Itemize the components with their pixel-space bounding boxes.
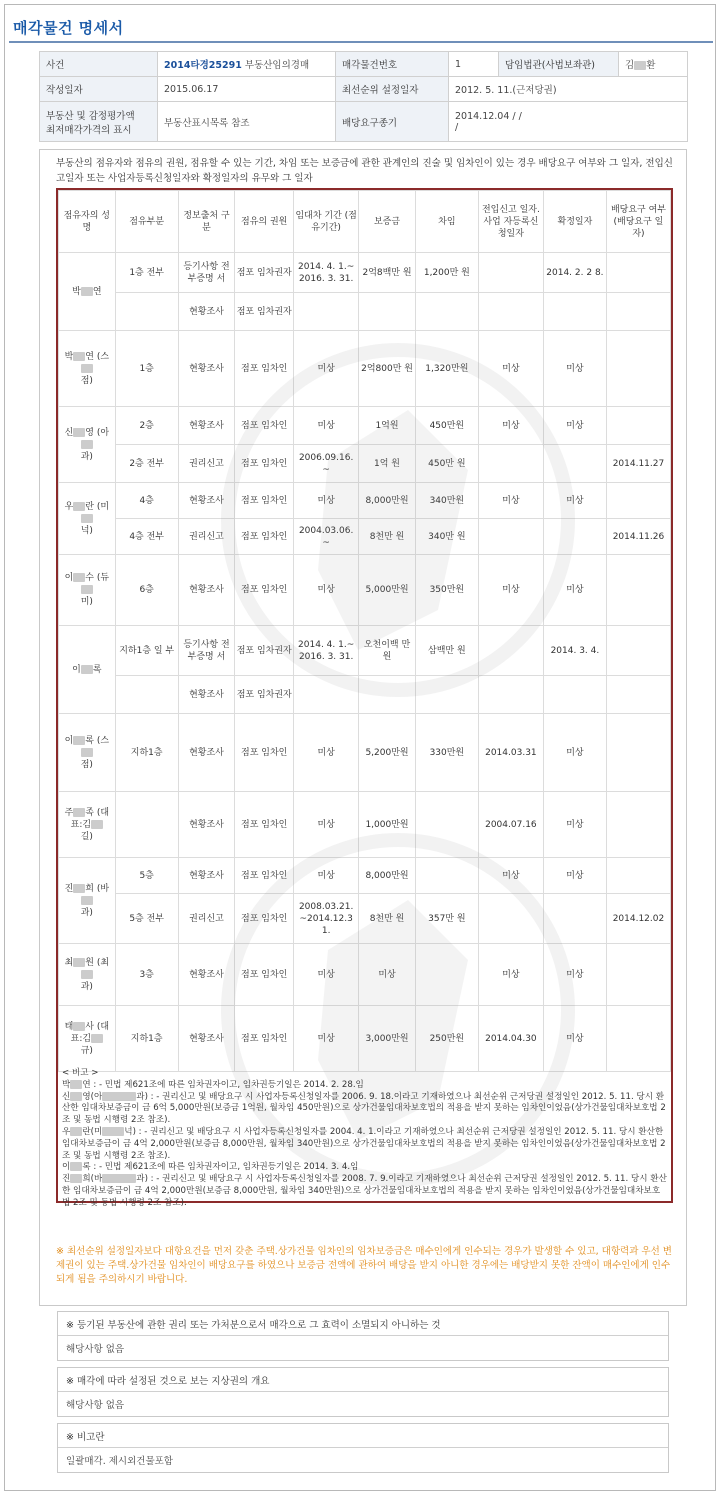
table-row <box>59 714 671 792</box>
cell-part: 4층 전부 <box>115 519 178 555</box>
cell-right: 점포 임차권자 <box>235 676 294 714</box>
table-row <box>59 445 671 483</box>
remark-4: 이 록 : - 민법 제621조에 따른 임차권자이고, 임차권등기일은 2014. 3. 4.임 <box>62 1162 359 1173</box>
box-unextinguished-rights <box>57 1311 669 1361</box>
column-header: 전입신고 일자.사업 자등록신 청일자 <box>478 191 543 253</box>
page-title: 매각물건 명세서 <box>13 19 124 37</box>
remark-1: 박 연 : - 민법 제621조에 따른 임차권자이고, 임차권등기일은 2014. 2. 28.임 <box>62 1079 364 1090</box>
cell-move-in <box>478 894 543 944</box>
cell-part: 지하1층 <box>115 714 178 792</box>
cell-part: 5층 전부 <box>115 894 178 944</box>
cell-rent <box>415 792 478 858</box>
column-header: 차임 <box>415 191 478 253</box>
table-row <box>59 944 671 1006</box>
cell-period: 2014. 4. 1.~ 2016. 3. 31. <box>294 253 359 293</box>
column-header: 점유자의 성명 <box>59 191 116 253</box>
cell-rent: 450만원 <box>415 407 478 445</box>
cell-deposit <box>359 293 416 331</box>
cell-period: 미상 <box>294 555 359 626</box>
cell-fixed: 2014. 2. 2 8. <box>543 253 606 293</box>
table-row <box>59 555 671 626</box>
occupancy-table <box>58 190 671 1072</box>
cell-src: 현황조사 <box>178 676 235 714</box>
cell-part: 2층 전부 <box>115 445 178 483</box>
cell-right: 점포 임차인 <box>235 519 294 555</box>
column-header: 정보출처 구분 <box>178 191 235 253</box>
box-surface-rights <box>57 1367 669 1417</box>
cell-fixed: 미상 <box>543 792 606 858</box>
info-table <box>39 51 688 142</box>
cell-rent <box>415 676 478 714</box>
cell-src: 현황조사 <box>178 714 235 792</box>
case-number: 2014타경25291 <box>164 60 242 71</box>
box-remarks <box>57 1423 669 1473</box>
remark-3: 우 란(미 넉) : - 권리신고 및 배당요구 시 사업자등록신청일자를 2004. 4. 1.이라고 기재하였으나 최선순위 근저당권 설정일인 2012. 5. 11. 당시 환산한 임대차보증금이 금 4억 2,000만원(보증금 8,000만원, 월차임 340만원)으로 상가건물임대차보호법의 적용을 받지 못하는 임차인이었음(상가건물임대차보호법 2조 및 동법 시행령 2조 참조). <box>62 1126 666 1161</box>
cell-move-in <box>478 445 543 483</box>
cell-move-in: 2014.03.31 <box>478 714 543 792</box>
cell-part: 1층 전부 <box>115 253 178 293</box>
cell-src: 현황조사 <box>178 293 235 331</box>
occupant-name: 최 원 (최 과) <box>59 944 116 1006</box>
cell-part: 지하1층 일 부 <box>115 626 178 676</box>
cell-right: 점포 임차권자 <box>235 626 294 676</box>
cell-rent: 250만원 <box>415 1006 478 1072</box>
occupancy-table-box <box>56 188 673 1208</box>
cell-fixed: 미상 <box>543 858 606 894</box>
cell-move-in: 미상 <box>478 331 543 407</box>
cell-move-in: 미상 <box>478 858 543 894</box>
cell-part: 1층 <box>115 331 178 407</box>
intro-text: 부동산의 점유자와 점유의 권원, 점유할 수 있는 기간, 차임 또는 보증금에 관한 관계인의 진술 및 임차인이 있는 경우 배당요구 여부와 그 일자, 전입신고일자 또는 사업자등록신청일자와 확정일자의 유무와 그 일자 <box>56 158 673 184</box>
cell-src: 현황조사 <box>178 944 235 1006</box>
cell-dividend <box>606 714 670 792</box>
priority-value: 2012. 5. 11.(근저당권) <box>449 77 688 102</box>
table-row <box>59 676 671 714</box>
cell-part: 4층 <box>115 483 178 519</box>
cell-fixed <box>543 519 606 555</box>
cell-fixed: 2014. 3. 4. <box>543 626 606 676</box>
cell-move-in <box>478 253 543 293</box>
document-frame <box>4 4 716 1491</box>
redaction <box>81 440 93 449</box>
cell-rent: 340만원 <box>415 483 478 519</box>
cell-period: 미상 <box>294 714 359 792</box>
cell-move-in: 미상 <box>478 483 543 519</box>
cell-deposit: 5,000만원 <box>359 555 416 626</box>
cell-period: 미상 <box>294 331 359 407</box>
cell-dividend: 2014.12.02 <box>606 894 670 944</box>
cell-period: 미상 <box>294 858 359 894</box>
cell-src: 권리신고 <box>178 519 235 555</box>
box-body: 해당사항 없음 <box>66 1344 125 1355</box>
redaction <box>73 1022 85 1031</box>
case-value <box>158 52 336 77</box>
cell-period: 2006.09.16. ~ <box>294 445 359 483</box>
cell-dividend <box>606 1006 670 1072</box>
occupant-name: 박 연 <box>59 253 116 331</box>
cell-deposit <box>359 676 416 714</box>
redaction <box>73 352 85 361</box>
box-heading: ※ 등기된 부동산에 관한 권리 또는 가처분으로서 매각으로 그 효력이 소멸되지 아니하는 것 <box>58 1312 668 1336</box>
cell-dividend: 2014.11.27 <box>606 445 670 483</box>
box-body: 해당사항 없음 <box>66 1400 125 1411</box>
cell-dividend <box>606 331 670 407</box>
date-label: 작성일자 <box>40 77 158 102</box>
cell-fixed: 미상 <box>543 555 606 626</box>
cell-fixed <box>543 445 606 483</box>
judge-last: 환 <box>646 60 656 71</box>
cell-src: 권리신고 <box>178 894 235 944</box>
cell-period: 미상 <box>294 407 359 445</box>
redaction <box>634 61 646 70</box>
redaction <box>81 970 93 979</box>
judge-label: 담임법관(사법보좌관) <box>499 52 619 77</box>
redaction <box>81 514 93 523</box>
redaction <box>91 1034 103 1043</box>
cell-dividend <box>606 792 670 858</box>
cell-part <box>115 792 178 858</box>
redaction <box>73 958 85 967</box>
cell-deposit: 8천만 원 <box>359 519 416 555</box>
cell-period: 미상 <box>294 1006 359 1072</box>
cell-fixed: 미상 <box>543 483 606 519</box>
cell-deposit: 5,200만원 <box>359 714 416 792</box>
cell-period <box>294 676 359 714</box>
column-header: 배당요구 여부 (배당요구 일자) <box>606 191 670 253</box>
appraisal-label: 부동산 및 감정평가액 최저매각가격의 표시 <box>40 102 158 142</box>
cell-rent: 450만 원 <box>415 445 478 483</box>
cell-rent: 350만원 <box>415 555 478 626</box>
cell-deposit: 3,000만원 <box>359 1006 416 1072</box>
cell-fixed <box>543 293 606 331</box>
occupancy-section <box>39 149 687 1306</box>
redaction <box>81 585 93 594</box>
cell-fixed <box>543 676 606 714</box>
occupant-name: 이 록 <box>59 626 116 714</box>
item-no-value: 1 <box>449 52 499 77</box>
box-body: 일괄매각. 제시외건물포함 <box>66 1456 173 1467</box>
cell-deposit: 2억800만 원 <box>359 331 416 407</box>
cell-fixed: 미상 <box>543 944 606 1006</box>
remark-5: 진 희(바 과) : - 권리신고 및 배당요구 시 사업자등록신청일자를 2008. 7. 9.이라고 기재하였으나 최선순위 근저당권 설정일인 2012. 5. 11. 당시 환산한 임대차보증금이 금 4억 2,000만원(보증금 8,000만원, 월차임 340만원)으로 상가건물임대차보호법의 적용을 받지 못하는 임차인이었음(상가건물임대차보호법 2조 및 동법 시행령 2조 참조). <box>62 1174 667 1208</box>
table-row <box>59 519 671 555</box>
cell-right: 점포 임차인 <box>235 407 294 445</box>
cell-right: 점포 임차인 <box>235 858 294 894</box>
cell-dividend <box>606 858 670 894</box>
cell-period: 미상 <box>294 483 359 519</box>
item-no-label: 매각물건번호 <box>336 52 449 77</box>
cell-move-in: 2014.04.30 <box>478 1006 543 1072</box>
cell-deposit: 8천만 원 <box>359 894 416 944</box>
cell-deposit: 8,000만원 <box>359 858 416 894</box>
cell-src: 등기사항 전부증명 서 <box>178 253 235 293</box>
cell-part: 5층 <box>115 858 178 894</box>
cell-fixed: 미상 <box>543 407 606 445</box>
cell-src: 현황조사 <box>178 792 235 858</box>
redaction <box>81 364 93 373</box>
cell-right: 점포 임차인 <box>235 483 294 519</box>
cell-dividend <box>606 676 670 714</box>
redaction <box>81 896 93 905</box>
cell-fixed <box>543 894 606 944</box>
redaction <box>81 287 93 296</box>
redaction <box>73 428 85 437</box>
cell-deposit: 미상 <box>359 944 416 1006</box>
cell-rent <box>415 858 478 894</box>
cell-move-in: 미상 <box>478 944 543 1006</box>
deadline-label: 배당요구종기 <box>336 102 449 142</box>
occupant-name: 태 사 (대표:김 규) <box>59 1006 116 1072</box>
table-row <box>59 253 671 293</box>
cell-period: 2008.03.21. ~2014.12.3 1. <box>294 894 359 944</box>
cell-dividend <box>606 483 670 519</box>
cell-move-in <box>478 293 543 331</box>
redaction <box>73 884 85 893</box>
cell-dividend <box>606 944 670 1006</box>
table-row <box>59 792 671 858</box>
cell-right: 점포 임차인 <box>235 714 294 792</box>
cell-right: 점포 임차인 <box>235 555 294 626</box>
column-header: 보증금 <box>359 191 416 253</box>
cell-src: 현황조사 <box>178 407 235 445</box>
cell-move-in: 미상 <box>478 555 543 626</box>
occupant-name: 신 영 (아 과) <box>59 407 116 483</box>
case-label: 사건 <box>40 52 158 77</box>
column-header: 임대차 기간 (점유기간) <box>294 191 359 253</box>
occupant-name: 우 란 (미 넉) <box>59 483 116 555</box>
cell-right: 점포 임차인 <box>235 894 294 944</box>
cell-right: 점포 임차인 <box>235 445 294 483</box>
judge-value <box>619 52 688 77</box>
cell-rent: 357만 원 <box>415 894 478 944</box>
cell-move-in <box>478 626 543 676</box>
redaction <box>73 502 85 511</box>
cell-part: 6층 <box>115 555 178 626</box>
cell-part: 지하1층 <box>115 1006 178 1072</box>
table-row <box>59 626 671 676</box>
occupant-name: 진 희 (바 과) <box>59 858 116 944</box>
cell-rent <box>415 293 478 331</box>
table-row <box>59 407 671 445</box>
cell-dividend: 2014.11.26 <box>606 519 670 555</box>
warning-text: ※ 최선순위 설정일자보다 대항요건을 먼저 갖춘 주택.상가건물 임차인의 임차보증금은 매수인에게 인수되는 경우가 발생할 수 있고, 대항력과 우선 변제권이 있는 주택.상가건물 임차인이 배당요구를 하였으나 보증금 전액에 관하여 배당을 받지 아니한 경우에는 배당받지 못한 잔액이 매수인에게 인수되게 됨을 주의하시기 바랍니다. <box>56 1246 672 1285</box>
cell-part: 3층 <box>115 944 178 1006</box>
appraisal-value: 부동산표시목록 참조 <box>158 102 336 142</box>
occupant-name: 주 족 (대표:김 길) <box>59 792 116 858</box>
cell-period: 2004.03.06. ~ <box>294 519 359 555</box>
cell-fixed: 미상 <box>543 331 606 407</box>
redaction <box>73 808 85 817</box>
deadline-value: 2014.12.04 / / / <box>449 102 688 142</box>
table-row <box>59 1006 671 1072</box>
priority-label: 최선순위 설정일자 <box>336 77 449 102</box>
cell-period: 미상 <box>294 792 359 858</box>
redaction <box>81 665 93 674</box>
cell-src: 현황조사 <box>178 1006 235 1072</box>
table-row <box>59 894 671 944</box>
cell-move-in: 2004.07.16 <box>478 792 543 858</box>
cell-part <box>115 676 178 714</box>
remarks-title: < 비고 > <box>62 1068 99 1078</box>
table-row <box>59 331 671 407</box>
cell-part <box>115 293 178 331</box>
cell-period: 미상 <box>294 944 359 1006</box>
table-row <box>59 293 671 331</box>
cell-part: 2층 <box>115 407 178 445</box>
cell-right: 점포 임차인 <box>235 331 294 407</box>
cell-dividend <box>606 293 670 331</box>
occupant-name: 이 록 (스 점) <box>59 714 116 792</box>
cell-dividend <box>606 407 670 445</box>
cell-period <box>294 293 359 331</box>
redaction <box>81 748 93 757</box>
cell-src: 현황조사 <box>178 331 235 407</box>
cell-deposit: 1억원 <box>359 407 416 445</box>
table-row <box>59 858 671 894</box>
box-heading: ※ 매각에 따라 설정된 것으로 보는 지상권의 개요 <box>58 1368 668 1392</box>
cell-src: 권리신고 <box>178 445 235 483</box>
redaction <box>73 736 85 745</box>
occupant-name: 이 수 (듀 미) <box>59 555 116 626</box>
remarks <box>62 1068 668 1210</box>
column-header: 확정일자 <box>543 191 606 253</box>
title-divider <box>9 41 713 43</box>
cell-rent: 330만원 <box>415 714 478 792</box>
cell-deposit: 8,000만원 <box>359 483 416 519</box>
remark-2: 신 영(아 과) : - 권리신고 및 배당요구 시 사업자등록신청일자를 2006. 9. 18.이라고 기재하였으나 최선순위 근저당권 설정일인 2012. 5. 11. 당시 환산한 임대차보증금이 금 6억 5,000만원(보증금 1억원, 월차임 450만원)으로 상가건물임대차보호법의 적용을 받지 못하는 임차인이었음(상가건물임대차보호법 2조 및 동법 시행령 2조 참조). <box>62 1091 666 1126</box>
cell-rent: 1,320만원 <box>415 331 478 407</box>
judge-first: 김 <box>625 60 635 71</box>
cell-deposit: 오천이백 만 원 <box>359 626 416 676</box>
cell-rent: 340만 원 <box>415 519 478 555</box>
cell-right: 점포 임차인 <box>235 792 294 858</box>
cell-src: 등기사항 전부증명 서 <box>178 626 235 676</box>
occupant-name: 박 연 (스 점) <box>59 331 116 407</box>
cell-rent <box>415 944 478 1006</box>
cell-rent: 1,200만 원 <box>415 253 478 293</box>
table-row <box>59 483 671 519</box>
cell-dividend <box>606 626 670 676</box>
cell-fixed: 미상 <box>543 714 606 792</box>
cell-src: 현황조사 <box>178 858 235 894</box>
cell-dividend <box>606 555 670 626</box>
cell-dividend <box>606 253 670 293</box>
cell-right: 점포 임차인 <box>235 944 294 1006</box>
cell-rent: 삼백만 원 <box>415 626 478 676</box>
cell-period: 2014. 4. 1.~ 2016. 3. 31. <box>294 626 359 676</box>
cell-fixed: 미상 <box>543 1006 606 1072</box>
date-value: 2015.06.17 <box>158 77 336 102</box>
cell-right: 점포 임차권자 <box>235 293 294 331</box>
column-header: 점유부분 <box>115 191 178 253</box>
box-heading: ※ 비고란 <box>58 1424 668 1448</box>
cell-src: 현황조사 <box>178 483 235 519</box>
cell-move-in: 미상 <box>478 407 543 445</box>
redaction <box>91 820 103 829</box>
redaction <box>73 573 85 582</box>
cell-src: 현황조사 <box>178 555 235 626</box>
cell-move-in <box>478 519 543 555</box>
cell-right: 점포 임차인 <box>235 1006 294 1072</box>
cell-deposit: 1,000만원 <box>359 792 416 858</box>
cell-deposit: 2억8백만 원 <box>359 253 416 293</box>
cell-deposit: 1억 원 <box>359 445 416 483</box>
case-type: 부동산임의경매 <box>244 60 310 71</box>
cell-move-in <box>478 676 543 714</box>
cell-right: 점포 임차권자 <box>235 253 294 293</box>
column-header: 점유의 권원 <box>235 191 294 253</box>
table-header-row <box>59 191 671 253</box>
